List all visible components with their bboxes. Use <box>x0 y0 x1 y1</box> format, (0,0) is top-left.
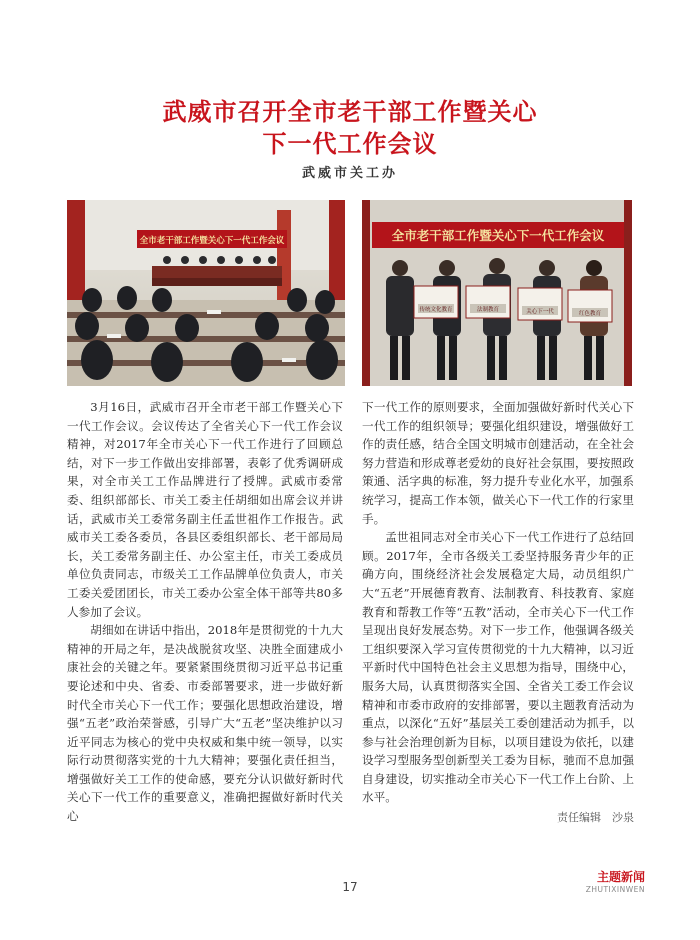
award-ceremony-photo <box>362 200 632 386</box>
plaque-text-2: 法制教育 <box>476 307 500 313</box>
responsible-editor: 责任编辑 沙泉 <box>557 811 634 825</box>
article-title-line-1: 武威市召开全市老干部工作暨关心 <box>162 98 538 126</box>
section-brand-chinese: 主题新闻 <box>596 870 645 884</box>
article-paragraph: 孟世祖同志对全市关心下一代工作进行了总结回顾。2017年，全市各级关工委坚持服务青少年的正确方向，围绕经济社会发展稳定大局，动员组织广大“五老”开展德育教育、法制教育、科技教育、家庭教育和帮教工作等“五教”活动，全市关心下一代工作呈现出良好发展态势。对下一步工作，他强调各级关工组织要深入学习宣传贯彻党的十九大精神，以习近平新时代中国特色社会主义思想为指导，围绕中心，服务大局，认真贯彻落实全国、全省关工委工作会议精神和市委市政府的安排部署，要以主题教育活动为重点，以深化“五好”基层关工委创建活动为抓手，以参与社会治理创新为目标，以项目建设为依托，以建设学习型服务型创新型关工委为目标，驰而不息加强自身建设，切实推动全市关心下一代工作上台阶、上水平。 <box>362 530 634 805</box>
article-byline: 武威市关工办 <box>301 166 398 181</box>
plaque-text-4: 红色教育 <box>578 311 602 317</box>
article-paragraph: 胡细如在讲话中指出，2018年是贯彻党的十九大精神的开局之年，是决战脱贫攻坚、决胜全面建成小康社会的关键之年。要紧紧围绕贯彻习近平总书记重要论述和中央、省委、市委部署要求，进一步做好新时代全市关心下一代工作；要强化思想政治建设，增强“五老”政治荣誉感，引导广大“五老”坚决维护以习近平同志为核心的党中央权威和集中统一领导，以实际行动贯彻落实党的十九大精神；要强化责任担当，增强做好关工工作的使命感，要充分认识做好新时代关心下一代工作的重要意义，准确把握做好新时代关心 <box>67 623 343 824</box>
article-body-right-column <box>362 398 634 828</box>
conference-hall-photo <box>67 200 345 386</box>
section-brand <box>585 868 645 894</box>
article-body-left-column <box>67 398 343 826</box>
hall-banner-text: 全市老干部工作暨关心下一代工作会议 <box>139 236 285 246</box>
article-paragraph: 下一代工作的原则要求，全面加强做好新时代关心下一代工作的组织领导；要强化组织建设，增强做好工作的责任感，结合全国文明城市创建活动，在全社会努力营造和形成尊老爱幼的良好社会氛围，要按照政策通、活字典的标准，努力提升专业化水平，加强系统学习，提高工作本领，做关心下一代工作的行家里手。 <box>362 400 634 526</box>
article-title-line-2: 下一代工作会议 <box>262 130 438 158</box>
page-number: 17 <box>342 880 358 894</box>
plaque-text-3: 关心下一代 <box>526 309 554 315</box>
section-brand-pinyin: ZHUTIXINWEN <box>585 885 645 894</box>
plaque-text-1: 传统文化教育 <box>419 307 453 313</box>
ceremony-banner-text: 全市老干部工作暨关心下一代工作会议 <box>391 228 605 243</box>
article-paragraph: 3月16日，武威市召开全市老干部工作暨关心下一代工作会议。会议传达了全省关心下一代工作会议精神，对2017年全市关心下一代工作进行了回顾总结，对下一步工作做出安排部署，表彰了优秀调研成果，对全市关工工作品牌进行了授牌。武威市委常委、组织部部长、市关工委主任胡细如出席会议并讲话，武威市关工委常务副主任孟世祖作工作报告。武威市关工委各委员，各县区委组织部长、老干部局局长，关工委常务副主任、办公室主任，市关工委成员单位负责同志，市级关工工作品牌单位负责人，市关工委关爱团团长，市关工委办公室全体干部等共80多人参加了会议。 <box>67 400 343 619</box>
